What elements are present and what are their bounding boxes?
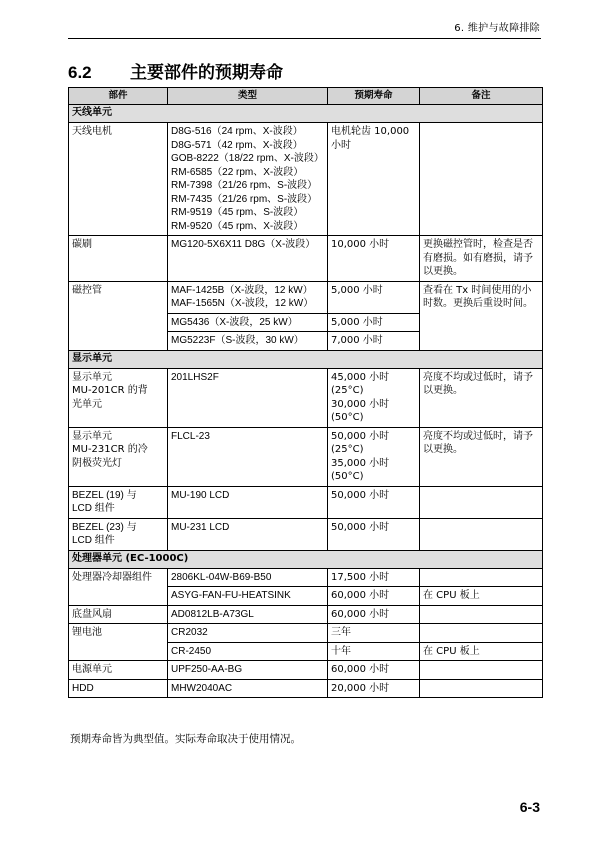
life-cell: 十年	[328, 642, 420, 661]
part-line: MU-201CR 的背	[72, 385, 148, 396]
parts-life-table	[68, 87, 543, 698]
table-header-row	[69, 88, 543, 105]
section-number: 6.2	[68, 63, 92, 82]
type-cell: UPF250-AA-BG	[168, 661, 328, 680]
note-cell	[420, 661, 543, 680]
type-line: RM-6585（22 rpm、X-波段）	[171, 166, 304, 178]
note-cell	[420, 486, 543, 518]
type-line: RM-9519（45 rpm、S-波段）	[171, 207, 304, 218]
life-cell: 电机轮齿 10,000 小时	[328, 123, 420, 236]
type-line: MAF-1565N（X-波段，12 kW）	[171, 298, 314, 309]
type-cell: MG5223F（S-波段，30 kW）	[168, 332, 328, 351]
part-line: LCD 组件	[72, 535, 115, 546]
part-line: 阴极荧光灯	[72, 457, 122, 469]
note-cell: 查看在 Tx 时间使用的小时数。更换后重设时间。	[420, 281, 543, 350]
header-type: 类型	[168, 88, 328, 105]
life-cell	[328, 368, 420, 427]
type-cell: FLCL-23	[168, 427, 328, 486]
life-cell: 三年	[328, 624, 420, 643]
type-cell: MHW2040AC	[168, 679, 328, 698]
header-note: 备注	[420, 88, 543, 105]
life-cell: 5,000 小时	[328, 313, 420, 332]
part-line: LCD 组件	[72, 503, 115, 514]
table-row	[69, 368, 543, 427]
table-row	[69, 123, 543, 236]
type-line: D8G-571（42 rpm、X-波段）	[171, 139, 303, 151]
type-line: GOB-8222（18/22 rpm、X-波段）	[171, 153, 324, 164]
table-row	[69, 281, 543, 313]
part-cell: 天线电机	[69, 123, 168, 236]
life-cell: 10,000 小时	[328, 236, 420, 282]
table-row	[69, 679, 543, 698]
part-line: 光单元	[72, 398, 102, 410]
part-line: MU-231CR 的冷	[72, 444, 148, 455]
table-row	[69, 427, 543, 486]
life-line: (25°C)	[331, 444, 364, 455]
life-line: 50,000 小时	[331, 430, 390, 442]
header-life: 预期寿命	[328, 88, 420, 105]
life-cell: 17,500 小时	[328, 568, 420, 587]
part-line: BEZEL (23) 与	[72, 521, 137, 533]
note-cell	[420, 123, 543, 236]
table-row	[69, 486, 543, 518]
header-divider	[68, 38, 541, 39]
group-antenna-label: 天线单元	[69, 105, 543, 123]
part-cell: 锂电池	[69, 624, 168, 661]
part-cell: HDD	[69, 679, 168, 698]
type-cell: 201LHS2F	[168, 368, 328, 427]
part-line: 显示单元	[72, 430, 112, 442]
part-cell	[69, 368, 168, 427]
type-line: RM-9520（45 rpm、X-波段）	[171, 220, 304, 232]
life-cell: 60,000 小时	[328, 587, 420, 606]
type-line: MAF-1425B（X-波段，12 kW）	[171, 284, 313, 296]
life-cell: 60,000 小时	[328, 605, 420, 624]
part-cell: 磁控管	[69, 281, 168, 350]
part-cell: 碳刷	[69, 236, 168, 282]
note-cell: 亮度不均或过低时，请予以更换。	[420, 368, 543, 427]
type-cell: AD0812LB-A73GL	[168, 605, 328, 624]
group-display-label: 显示单元	[69, 350, 543, 368]
type-cell	[168, 281, 328, 313]
life-line: (50°C)	[331, 471, 364, 482]
note-cell	[420, 518, 543, 550]
chapter-header: 6. 维护与故障排除	[454, 23, 540, 34]
type-cell: MU-190 LCD	[168, 486, 328, 518]
group-row-display	[69, 350, 543, 368]
type-cell: MG5436（X-波段，25 kW）	[168, 313, 328, 332]
note-cell: 更换磁控管时，检查是否有磨损。如有磨损，请予以更换。	[420, 236, 543, 282]
type-cell: ASYG-FAN-FU-HEATSINK	[168, 587, 328, 606]
note-cell	[420, 624, 543, 643]
type-cell: CR-2450	[168, 642, 328, 661]
life-cell: 20,000 小时	[328, 679, 420, 698]
note-cell	[420, 679, 543, 698]
life-line: 30,000 小时	[331, 398, 390, 410]
part-cell	[69, 486, 168, 518]
table-row	[69, 661, 543, 680]
table-row	[69, 518, 543, 550]
type-cell: CR2032	[168, 624, 328, 643]
part-cell: 底盘风扇	[69, 605, 168, 624]
table-row	[69, 236, 543, 282]
note-cell: 亮度不均或过低时，请予以更换。	[420, 427, 543, 486]
life-cell: 50,000 小时	[328, 486, 420, 518]
part-cell	[69, 427, 168, 486]
life-line: 45,000 小时	[331, 371, 390, 383]
note-cell	[420, 605, 543, 624]
table-row	[69, 624, 543, 643]
section-title: 主要部件的预期寿命	[130, 63, 283, 83]
part-cell	[69, 518, 168, 550]
part-cell: 电源单元	[69, 661, 168, 680]
note-cell: 在 CPU 板上	[420, 642, 543, 661]
life-line: (50°C)	[331, 412, 364, 423]
type-cell: 2806KL-04W-B69-B50	[168, 568, 328, 587]
life-line: 35,000 小时	[331, 457, 390, 469]
group-row-antenna	[69, 105, 543, 123]
header-part: 部件	[69, 88, 168, 105]
life-cell	[328, 427, 420, 486]
life-cell: 5,000 小时	[328, 281, 420, 313]
part-line: BEZEL (19) 与	[72, 489, 137, 501]
life-cell: 7,000 小时	[328, 332, 420, 351]
type-cell	[168, 123, 328, 236]
note-cell	[420, 568, 543, 587]
table-row	[69, 605, 543, 624]
life-cell: 50,000 小时	[328, 518, 420, 550]
footnote: 预期寿命皆为典型值。实际寿命取决于使用情况。	[70, 733, 301, 745]
type-cell: MU-231 LCD	[168, 518, 328, 550]
section-heading	[68, 58, 283, 83]
group-processor-label: 处理器单元 (EC-1000C)	[69, 550, 543, 568]
type-line: RM-7398（21/26 rpm、S-波段）	[171, 180, 318, 191]
table-row	[69, 568, 543, 587]
type-cell: MG120-5X6X11 D8G（X-波段）	[168, 236, 328, 282]
life-line: (25°C)	[331, 385, 364, 396]
note-cell: 在 CPU 板上	[420, 587, 543, 606]
type-line: D8G-516（24 rpm、X-波段）	[171, 126, 303, 137]
page-number: 6-3	[519, 799, 540, 815]
group-row-processor	[69, 550, 543, 568]
life-cell: 60,000 小时	[328, 661, 420, 680]
type-line: RM-7435（21/26 rpm、S-波段）	[171, 193, 318, 205]
part-cell: 处理器冷却器组件	[69, 568, 168, 605]
part-line: 显示单元	[72, 371, 112, 383]
